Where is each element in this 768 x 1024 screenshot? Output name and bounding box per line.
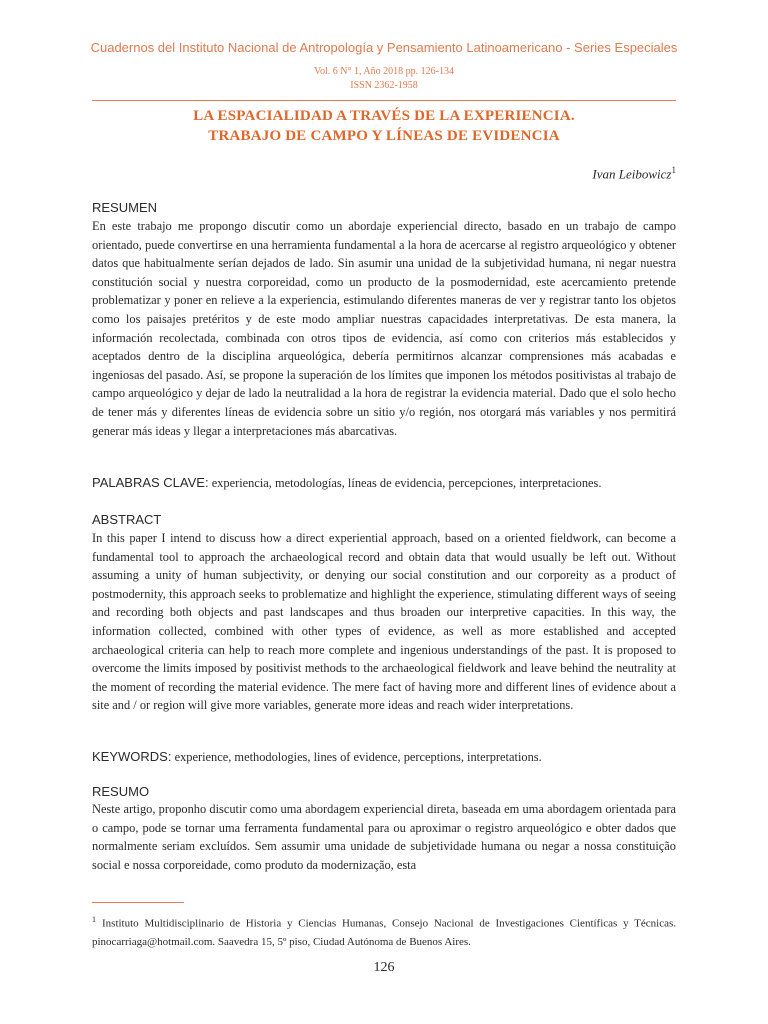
palabras-clave-text: experiencia, metodologías, líneas de evidencia, percepciones, interpretaciones.: [211, 476, 602, 490]
keywords-label: KEYWORDS:: [92, 749, 172, 764]
keywords-text: experience, methodologies, lines of evidence, perceptions, interpretations.: [174, 750, 542, 764]
palabras-clave: [92, 475, 676, 491]
palabras-clave-label: PALABRAS CLAVE:: [92, 475, 209, 490]
header-divider: [92, 100, 676, 101]
keywords: [92, 749, 676, 765]
footnote: [92, 911, 676, 951]
author: [592, 165, 676, 182]
volume-info: Vol. 6 N° 1, Año 2018 pp. 126-134: [314, 66, 454, 77]
resumo-heading: RESUMO: [92, 784, 150, 799]
author-name: Ivan Leibowicz: [592, 166, 672, 182]
article-title-line-1: LA ESPACIALIDAD A TRAVÉS DE LA EXPERIENCIA.: [193, 108, 575, 124]
resumo-text: Neste artigo, proponho discutir como uma abordagem experiencial direta, baseada em uma abordagem orientada para o campo, pode se tornar uma ferramenta fundamental para ou aproximar o registro arqueológico e obter dados que normalmente seriam excluídos. Sem assumir uma unidade de subjetividade humana ou negar a nossa constituição social e nossa corporeidade, como produto da modernização, esta: [92, 802, 676, 872]
abstract-heading: ABSTRACT: [92, 512, 162, 527]
resumen-text: En este trabajo me propongo discutir como un abordaje experiencial directo, basado en un trabajo de campo orientado, puede convertirse en una herramienta fundamental a la hora de acercarse al registro arqueológico y obtener datos que habitualmente serían dejados de lado. Sin asumir una unidad de la subjetividad humana, ni negar nuestra constitución social y nuestra corporeidad, como un producto de la posmodernidad, este acercamiento pretende problematizar y poner en relieve a la experiencia, estimulando diferentes maneras de ver y registrar tanto los objetos como los paisajes pretéritos y de este modo ampliar nuestras capacidades interpretativas. De esta manera, la información recolectada, combinada con otros tipos de evidencia, así como con criterios más establecidos y aceptados dentro de la disciplina arqueológica, debería permitirnos alcanzar comprensiones más acabadas e ingeniosas del pasado. Así, se propone la superación de los límites que imponen los métodos positivistas al trabajo de campo arqueológico y dejar de lado la neutralidad a la hora de registrar la evidencia material. Dado que el solo hecho de tener más y diferentes líneas de evidencia sobre un sitio y/o región, nos otorgará más variables y nos permitirá generar más ideas y llegar a interpretaciones más abarcativas.: [92, 219, 676, 438]
abstract-text: In this paper I intend to discuss how a direct experiential approach, based on a oriented fieldwork, can become a fundamental tool to approach the archaeological record and obtain data that would usually be left out. Without assuming a unity of human subjectivity, or denying our social constitution and our corporeity as a product of postmodernity, this approach seeks to problematize and highlight the experience, stimulating different ways of seeing and recording both objects and past landscapes and thus broaden our interpretive capacities. In this way, the information collected, combined with other types of evidence, as well as more established and accepted archaeological criteria can help to reach more complete and ingenious understandings of the past. It is proposed to overcome the limits imposed by positivist methods to the archaeological fieldwork and leave behind the neutrality at the moment of recording the material evidence. The mere fact of having more and different lines of evidence about a site and / or region will give more variables, generate more ideas and reach wider interpretations.: [92, 531, 676, 713]
author-footnote-mark: 1: [671, 165, 676, 175]
footnote-mark: 1: [92, 915, 96, 924]
resumen-heading: RESUMEN: [92, 200, 158, 215]
page-number: 126: [373, 960, 395, 975]
footnote-text: Instituto Multidisciplinario de Historia y Ciencias Humanas, Consejo Nacional de Investigaciones Científicas y Técnicas. pinocarriaga@hotmail.com. Saavedra 15, 5º piso, Ciudad Autónoma de Buenos Aires.: [92, 917, 676, 948]
article-title-line-2: TRABAJO DE CAMPO Y LÍNEAS DE EVIDENCIA: [208, 128, 560, 144]
footnote-divider: [92, 902, 184, 903]
journal-title: Cuadernos del Instituto Nacional de Antropología y Pensamiento Latinoamericano - Series Especiales: [90, 40, 678, 55]
issn: ISSN 2362-1958: [350, 80, 418, 91]
